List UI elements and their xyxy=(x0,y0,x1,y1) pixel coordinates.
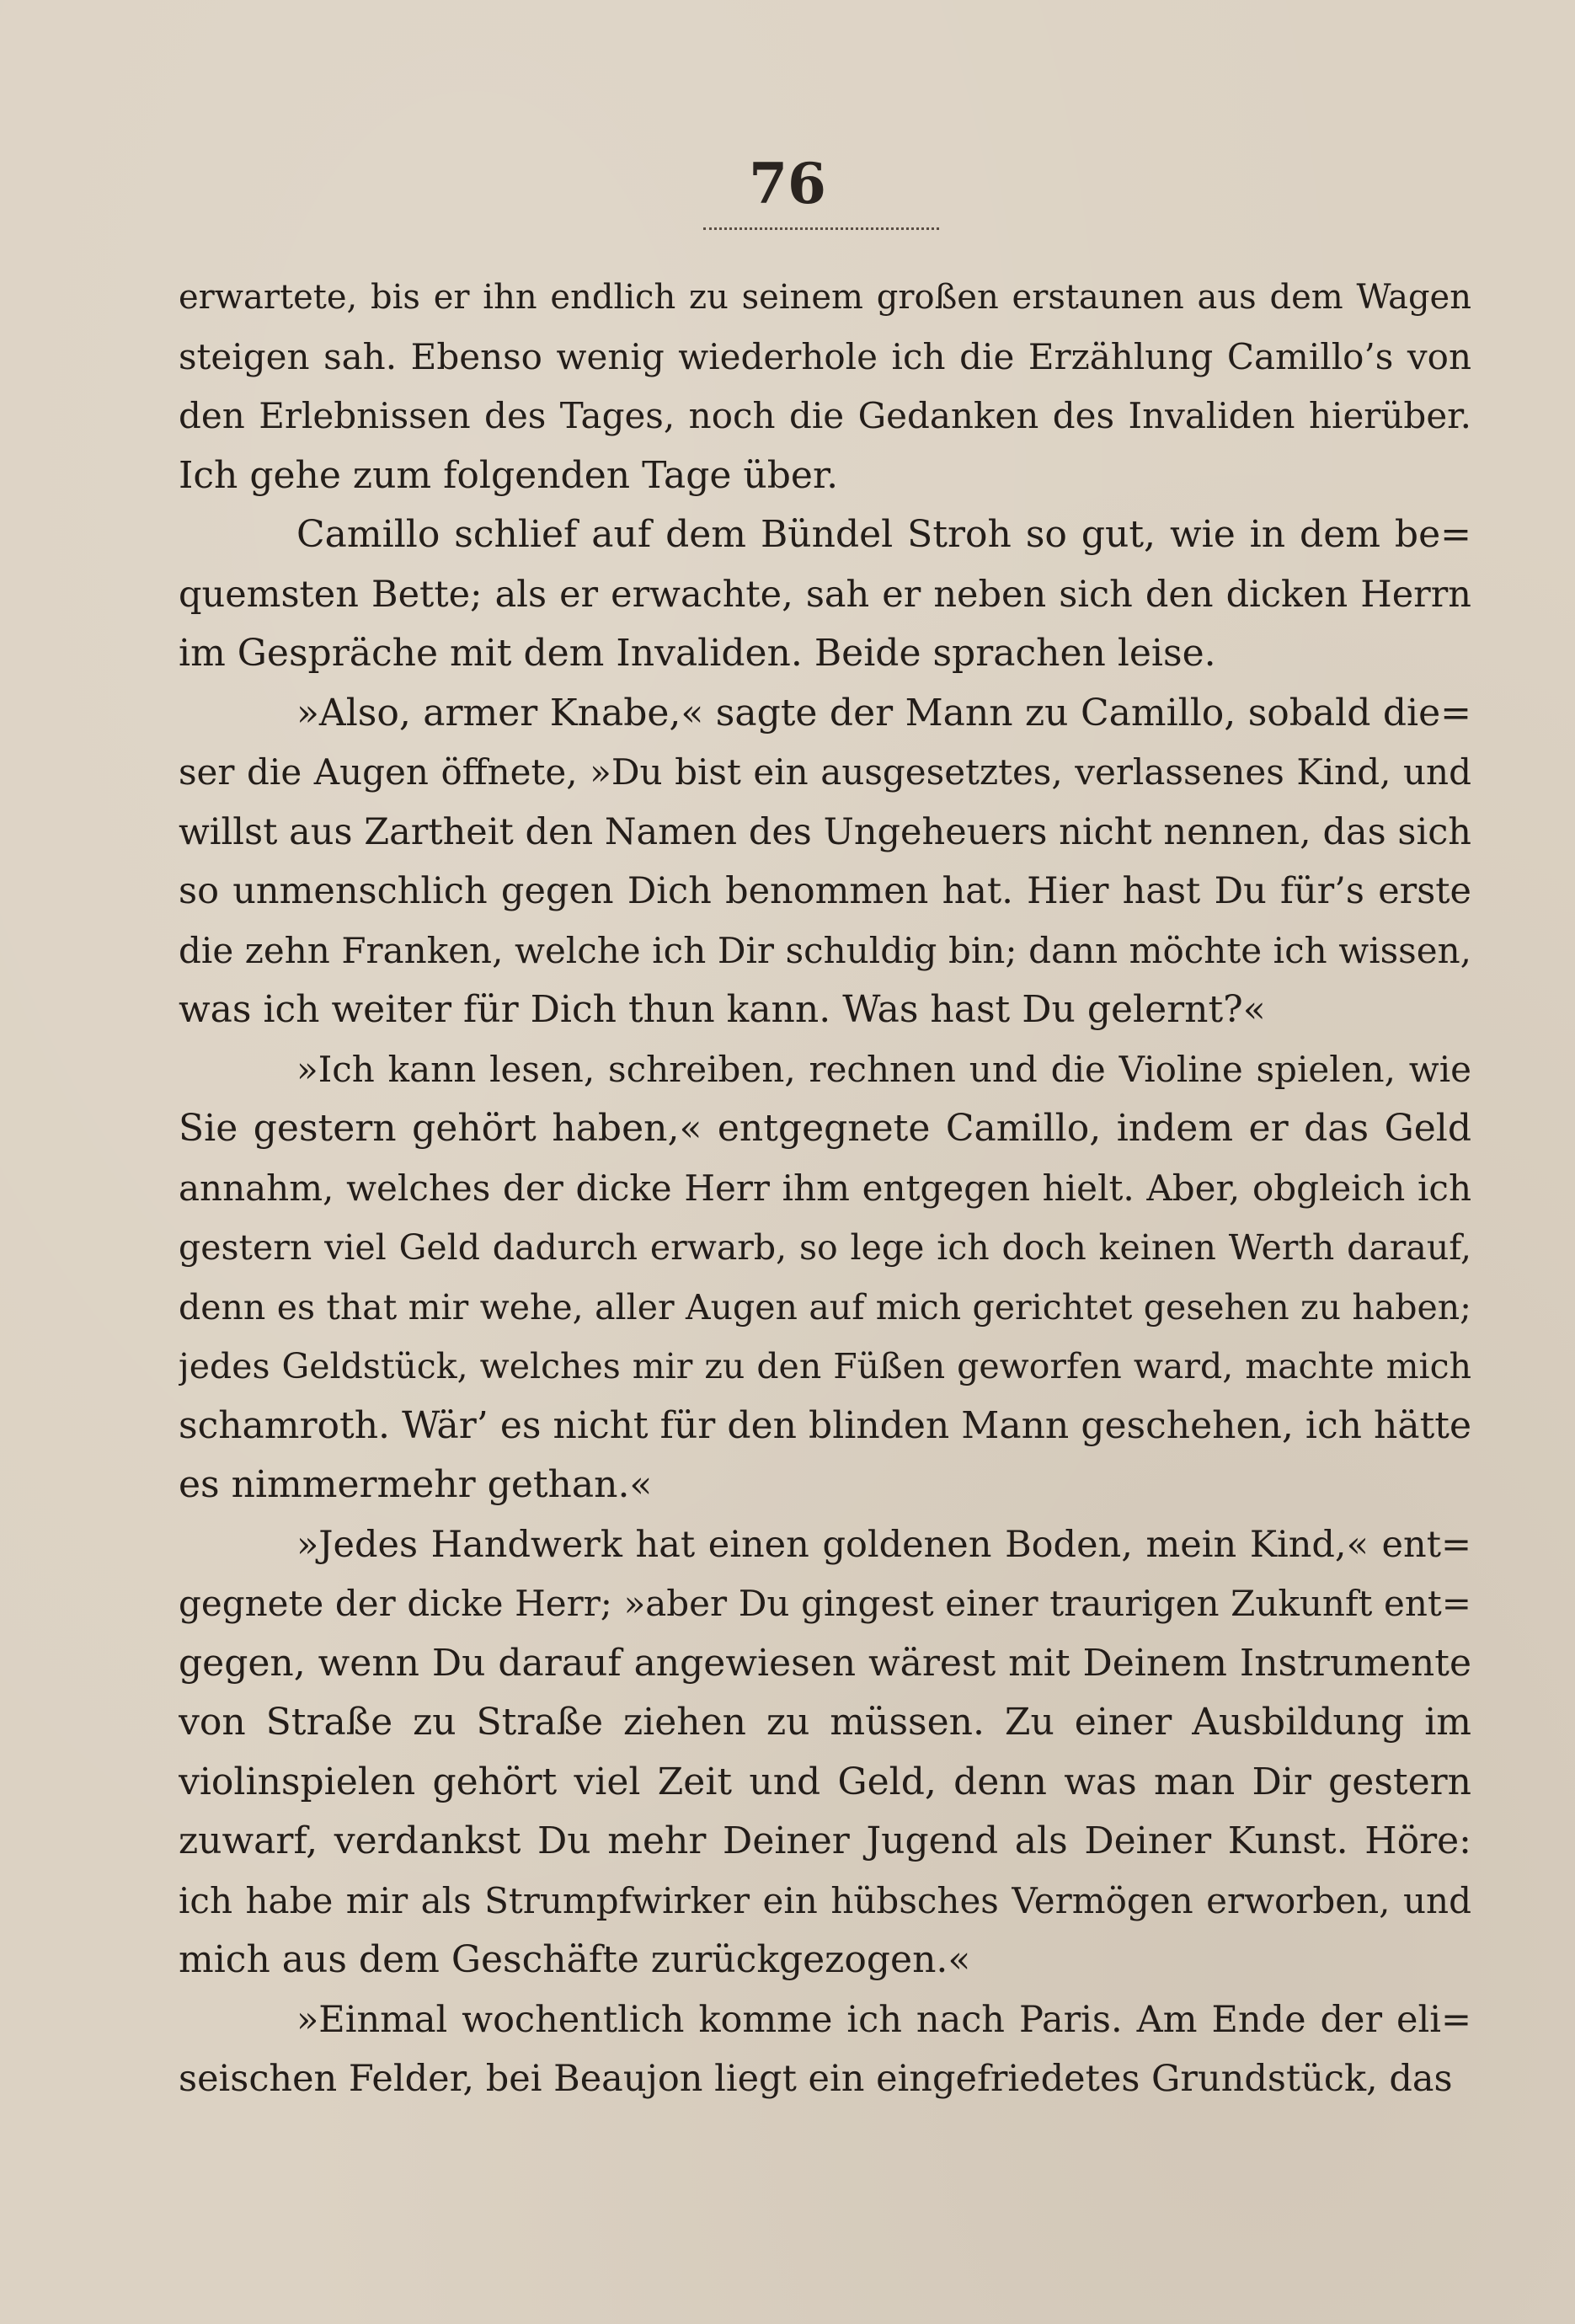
text-line: Ich gehe zum folgenden Tage über. xyxy=(179,453,839,497)
page-number: 76 xyxy=(749,151,826,216)
text-line: seischen Felder, bei Beaujon liegt ein eingefriedetes Grundstück, das xyxy=(179,2058,1453,2100)
text-line: gegnete der dicke Herr; »aber Du gingest einer traurigen Zukunft ent= xyxy=(179,1583,1471,1624)
text-line: »Also, armer Knabe,« sagte der Mann zu Camillo, sobald die= xyxy=(296,691,1471,735)
text-line: den Erlebnissen des Tages, noch die Gedanken des Invaliden hierüber. xyxy=(179,395,1471,436)
paragraph xyxy=(179,1990,1471,2109)
paragraph xyxy=(179,1040,1471,1515)
text-line: denn es that mir wehe, aller Augen auf mich gerichtet gesehen zu haben; xyxy=(179,1286,1471,1328)
header-rule xyxy=(703,227,939,230)
text-line: »Jedes Handwerk hat einen goldenen Boden, mein Kind,« ent= xyxy=(296,1523,1471,1566)
text-line: Camillo schlief auf dem Bündel Stroh so gut, wie in dem be= xyxy=(296,513,1471,556)
text-line: schamroth. Wär’ es nicht für den blinden Mann geschehen, ich hätte xyxy=(179,1403,1471,1447)
paragraph xyxy=(179,684,1471,1040)
body-text xyxy=(179,268,1471,2109)
paragraph xyxy=(179,505,1471,684)
text-line: so unmenschlich gegen Dich benommen hat. Hier hast Du für’s erste xyxy=(179,870,1471,912)
text-line: quemsten Bette; als er erwachte, sah er neben sich den dicken Herrn xyxy=(179,573,1471,616)
text-line: mich aus dem Geschäfte zurückgezogen.« xyxy=(179,1938,971,1981)
text-line: gegen, wenn Du darauf angewiesen wärest mit Deinem Instrumente xyxy=(179,1641,1471,1685)
text-line: ser die Augen öffnete, »Du bist ein ausgesetztes, verlassenes Kind, und xyxy=(179,751,1471,793)
text-line: ich habe mir als Strumpfwirker ein hübsches Vermögen erworben, und xyxy=(179,1879,1471,1921)
paragraph xyxy=(179,1515,1471,1990)
text-line: annahm, welches der dicke Herr ihm entgegen hielt. Aber, obgleich ich xyxy=(179,1167,1471,1209)
text-line: violinspielen gehört viel Zeit und Geld, denn was man Dir gestern xyxy=(179,1760,1471,1803)
text-line: willst aus Zartheit den Namen des Ungeheuers nicht nennen, das sich xyxy=(179,810,1471,853)
text-line: was ich weiter für Dich thun kann. Was hast Du gelernt?« xyxy=(179,988,1266,1031)
text-line: zuwarf, verdankst Du mehr Deiner Jugend als Deiner Kunst. Höre: xyxy=(179,1819,1471,1862)
text-line: steigen sah. Ebenso wenig wiederhole ich die Erzählung Camillo’s von xyxy=(179,335,1471,377)
text-line: erwartete, bis er ihn endlich zu seinem großen erstaunen aus dem Wagen xyxy=(179,278,1471,317)
text-line: »Ich kann lesen, schreiben, rechnen und die Violine spielen, wie xyxy=(296,1048,1471,1090)
text-line: »Einmal wochentlich komme ich nach Paris. Am Ende der eli= xyxy=(296,1998,1471,2041)
text-line: Sie gestern gehört haben,« entgegnete Camillo, indem er das Geld xyxy=(179,1107,1471,1150)
text-line: gestern viel Geld dadurch erwarb, so lege ich doch keinen Werth darauf, xyxy=(179,1227,1471,1268)
text-line: die zehn Franken, welche ich Dir schuldig bin; dann möchte ich wissen, xyxy=(179,929,1471,971)
text-line: im Gespräche mit dem Invaliden. Beide sprachen leise. xyxy=(179,632,1216,675)
text-line: von Straße zu Straße ziehen zu müssen. Zu einer Ausbildung im xyxy=(179,1701,1471,1744)
text-line: jedes Geldstück, welches mir zu den Füßen geworfen ward, machte mich xyxy=(179,1346,1471,1386)
text-line: es nimmermehr gethan.« xyxy=(179,1463,653,1506)
paragraph xyxy=(179,268,1471,505)
